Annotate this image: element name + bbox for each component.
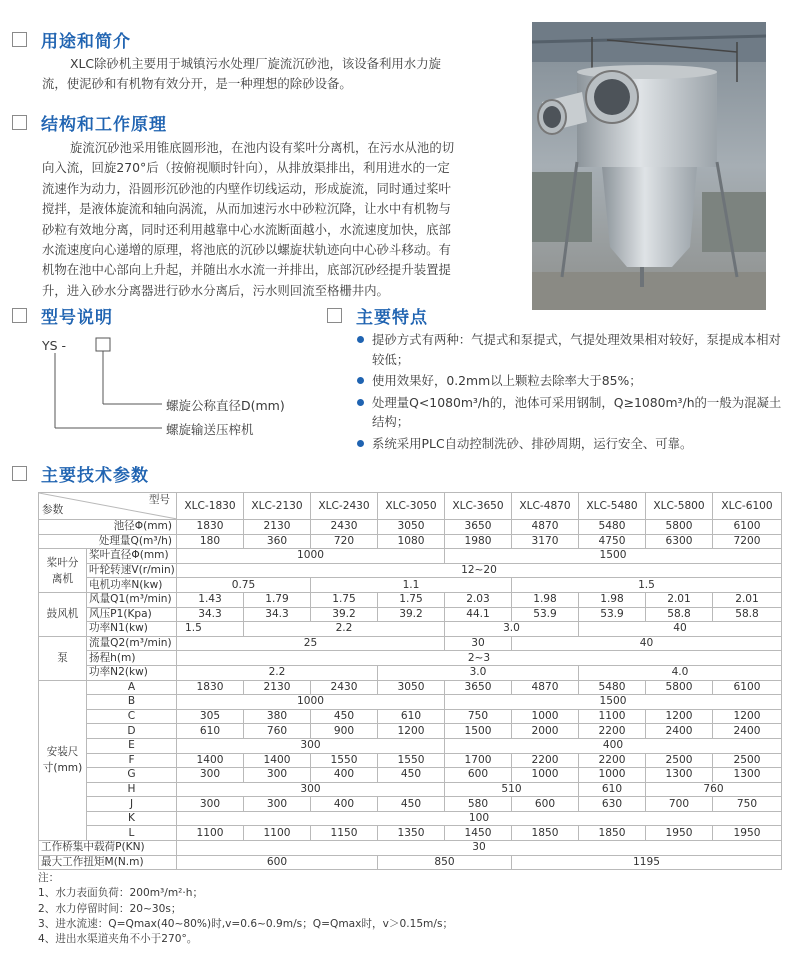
table-cell: 2500 [713,753,782,768]
table-cell: 1200 [646,709,713,724]
table-cell: 40 [512,636,782,651]
table-cell: 1400 [244,753,311,768]
table-cell: 600 [445,768,512,783]
table-cell: 7200 [713,534,782,549]
table-cell: 40 [579,622,782,637]
table-cell: 1100 [177,826,244,841]
table-cell: 1.5 [177,622,244,637]
feature-item [357,434,785,454]
table-cell: 34.3 [244,607,311,622]
table-cell: 300 [177,738,445,753]
group-label-blower: 鼓风机 [39,592,87,636]
table-row [39,665,782,680]
dim-label: B [87,695,177,710]
section-title-features [327,303,428,328]
table-cell: 6300 [646,534,713,549]
text-line: 搅拌，是液体旋流和轴向涡流，从而加速污水中砂粒沉降，让水中有机物与 [42,201,451,217]
table-cell: 30 [445,636,512,651]
table-cell: 1.98 [512,592,579,607]
table-cell: 3.0 [445,622,579,637]
checkbox-square-icon [12,466,27,481]
table-cell: 25 [177,636,445,651]
table-cell: 450 [378,768,445,783]
table-row [39,811,782,826]
model-header: XLC-2130 [244,493,311,520]
table-cell: 300 [177,782,445,797]
table-cell: 3650 [445,520,512,535]
table-cell: 叶轮转速V(r/min) [87,563,177,578]
table-cell: 1500 [445,695,782,710]
table-cell: 1830 [177,680,244,695]
table-cell: 58.8 [646,607,713,622]
table-cell: 34.3 [177,607,244,622]
table-cell: 39.2 [311,607,378,622]
table-cell: 1.75 [378,592,445,607]
table-cell: 1950 [713,826,782,841]
note-item: 4、进出水渠道夹角不小于270°。 [38,933,198,946]
model-code-prefix: YS - [42,338,67,353]
table-cell: 1000 [512,768,579,783]
section-title-usage [12,27,131,52]
text-line: 参数 [42,504,64,516]
table-cell: 4750 [579,534,646,549]
table-cell: 6100 [713,520,782,535]
table-cell: 610 [579,782,646,797]
table-cell: 610 [378,709,445,724]
table-cell: 2200 [512,753,579,768]
table-cell: 1080 [378,534,445,549]
model-code-diagram [42,332,342,442]
table-cell: 610 [177,724,244,739]
table-row [39,695,782,710]
table-cell: 30 [177,841,782,856]
bullet-dot-icon [357,377,364,384]
bullet-dot-icon [357,336,364,343]
table-cell: 功率N2(kw) [87,665,177,680]
text-line: 处理量Q<1080m³/h的，池体可采用钢制，Q≥1080m³/h的一般为混凝土结构； [372,394,782,430]
table-row [39,520,782,535]
table-cell: 池径Φ(mm) [39,520,177,535]
table-cell: 580 [445,797,512,812]
table-cell: 1000 [512,709,579,724]
table-row [39,841,782,856]
table-cell: 600 [512,797,579,812]
principle-paragraph [42,138,502,301]
table-cell: 750 [713,797,782,812]
product-photo [532,22,766,310]
table-cell: 700 [646,797,713,812]
table-cell: 510 [445,782,579,797]
table-cell: 300 [177,797,244,812]
table-cell: 2.2 [177,665,378,680]
text-line: 主要技术参数 [41,466,149,486]
dim-label: G [87,768,177,783]
table-cell: 2.01 [713,592,782,607]
table-cell: 风量Q1(m³/min) [87,592,177,607]
table-cell: 2.2 [244,622,445,637]
table-cell: 630 [579,797,646,812]
table-cell: 1.75 [311,592,378,607]
table-cell: 360 [244,534,311,549]
group-label-impeller: 桨叶分离机 [39,549,87,593]
section-title-model [12,303,113,328]
checkbox-square-icon [12,32,27,47]
table-cell: 1.98 [579,592,646,607]
table-cell: 1100 [244,826,311,841]
model-header: XLC-3650 [445,493,512,520]
table-row [39,592,782,607]
group-label-install: 安装尺寸(mm) [39,680,87,841]
table-cell: 6100 [713,680,782,695]
bullet-dot-icon [357,440,364,447]
table-cell: 180 [177,534,244,549]
table-cell: 300 [244,768,311,783]
table-cell: 53.9 [579,607,646,622]
table-cell: 760 [646,782,782,797]
table-cell: 1000 [177,695,445,710]
model-header: XLC-2430 [311,493,378,520]
table-cell: 桨叶直径Φ(mm) [87,549,177,564]
table-row [39,534,782,549]
table-cell: 功率N1(kw) [87,622,177,637]
table-row [39,738,782,753]
table-cell: 1.1 [311,578,512,593]
table-cell: 1.79 [244,592,311,607]
note-item: 3、进水流速：Q=Qmax(40~80%)时,v=0.6~0.9m/s；Q=Qmax时，v＞0.15m/s； [38,917,454,930]
text-line: 向入流，回旋270°后（按俯视顺时针向），从排放渠排出，利用进水的一定 [42,160,450,176]
table-cell: 5800 [646,680,713,695]
table-cell: 0.75 [177,578,311,593]
text-line: 升，进入砂水分离器进行砂水分离后，污水则回流至格栅井内。 [42,282,389,298]
table-cell: 扬程h(m) [87,651,177,666]
table-row [39,826,782,841]
table-cell: 5800 [646,520,713,535]
model-header: XLC-1830 [177,493,244,520]
table-cell: 100 [177,811,782,826]
dim-label: L [87,826,177,841]
model-header: XLC-5480 [579,493,646,520]
table-cell: 2430 [311,680,378,695]
table-cell: 760 [244,724,311,739]
table-cell: 风压P1(Kpa) [87,607,177,622]
table-cell: 1550 [378,753,445,768]
notes-block [38,871,453,947]
text-line: 旋流沉砂池采用锥底圆形池，在池内设有桨叶分离机，在污水从池的切 [70,140,455,155]
table-cell: 4870 [512,680,579,695]
table-row [39,607,782,622]
text-line: 用途和简介 [41,32,131,52]
table-cell: 2~3 [177,651,782,666]
dim-label: K [87,811,177,826]
table-cell: 5480 [579,680,646,695]
table-cell: 450 [378,797,445,812]
dim-label: A [87,680,177,695]
table-cell: 400 [311,768,378,783]
table-row [39,549,782,564]
dim-label: E [87,738,177,753]
table-cell: 1830 [177,520,244,535]
table-cell: 1000 [579,768,646,783]
table-cell: 电机功率N(kw) [87,578,177,593]
table-cell: 4870 [512,520,579,535]
table-cell: 850 [378,855,512,870]
text-line: 主要特点 [356,308,428,328]
text-line: 型号说明 [41,308,113,328]
model-header: XLC-5800 [646,493,713,520]
table-row [39,680,782,695]
note-item: 2、水力停留时间：20~30s； [38,902,182,915]
table-cell: 1850 [512,826,579,841]
table-cell: 1500 [445,549,782,564]
table-cell: 1150 [311,826,378,841]
table-cell: 12~20 [177,563,782,578]
table-cell: 1300 [713,768,782,783]
text-line: 机物在池中心部向上升起，并随出水水流一并排出，底部沉砂经提升装置提 [42,262,451,278]
text-line: 水流速度向心递增的原理，将池底的沉砂以螺旋状轨迹向中心砂斗移动。有 [42,242,451,258]
table-header-row [39,493,782,520]
note-item: 1、水力表面负荷：200m³/m²·h； [38,887,204,900]
feature-item [357,371,785,391]
text-line: 使用效果好，0.2mm以上颗粒去除率大于85%； [372,373,642,389]
table-cell: 1500 [445,724,512,739]
table-cell: 3.0 [378,665,579,680]
table-cell: 4.0 [579,665,782,680]
table-cell: 2.03 [445,592,512,607]
table-cell: 3650 [445,680,512,695]
table-cell: 最大工作扭矩M(N.m) [39,855,177,870]
text-line: 砂粒有效地分离，同时还利用越靠中心水流断面越小，水流速度加快，底部 [42,221,451,237]
table-cell: 1450 [445,826,512,841]
table-cell: 300 [244,797,311,812]
model-header: XLC-6100 [713,493,782,520]
model-label-press: 螺旋输送压榨机 [166,422,254,437]
table-row [39,782,782,797]
table-row [39,753,782,768]
table-cell: 300 [177,768,244,783]
table-cell: 400 [445,738,782,753]
text-line: XLC除砂机主要用于城镇污水处理厂旋流沉砂池，该设备利用水力旋 [70,56,441,71]
dim-label: F [87,753,177,768]
bullet-dot-icon [357,399,364,406]
dim-label: D [87,724,177,739]
table-cell: 58.8 [713,607,782,622]
table-cell: 2000 [512,724,579,739]
model-header: XLC-4870 [512,493,579,520]
text-line: 型号 [148,494,170,506]
table-cell: 400 [311,797,378,812]
table-cell: 900 [311,724,378,739]
group-label-pump: 泵 [39,636,87,680]
table-cell: 1550 [311,753,378,768]
table-cell: 53.9 [512,607,579,622]
dim-label: C [87,709,177,724]
table-corner-cell [39,493,177,520]
table-cell: 305 [177,709,244,724]
table-cell: 1350 [378,826,445,841]
table-cell: 1195 [512,855,782,870]
table-cell: 1000 [177,549,445,564]
table-cell: 2130 [244,520,311,535]
table-cell: 3050 [378,520,445,535]
table-cell: 1400 [177,753,244,768]
table-cell: 39.2 [378,607,445,622]
table-cell: 380 [244,709,311,724]
table-cell: 流量Q2(m³/min) [87,636,177,651]
model-header: XLC-3050 [378,493,445,520]
text-line: 结构和工作原理 [41,115,167,135]
dim-label: H [87,782,177,797]
model-label-diameter: 螺旋公称直径D(mm) [166,398,285,413]
table-cell: 2200 [579,724,646,739]
table-cell: 1700 [445,753,512,768]
table-cell: 750 [445,709,512,724]
table-cell: 1300 [646,768,713,783]
table-cell: 1100 [579,709,646,724]
table-cell: 600 [177,855,378,870]
checkbox-square-icon [12,115,27,130]
table-row [39,636,782,651]
table-cell: 处理量Q(m³/h) [39,534,177,549]
table-cell: 1200 [713,709,782,724]
table-row [39,724,782,739]
spec-table [38,492,782,870]
table-row [39,709,782,724]
table-cell: 1950 [646,826,713,841]
notes-title: 注： [38,872,60,884]
table-row [39,768,782,783]
section-title-specs [12,461,149,486]
table-cell: 2430 [311,520,378,535]
text-line: 提砂方式有两种：气提式和泵提式，气提处理效果相对较好，泵提成本相对较低； [372,332,781,367]
checkbox-square-icon [327,308,342,323]
table-cell: 450 [311,709,378,724]
text-line: 流速作为动力，沿圆形沉砂池的内壁作切线运动，形成旋流，同时通过桨叶 [42,180,451,196]
table-cell: 1.5 [512,578,782,593]
feature-list [357,330,785,456]
table-cell: 工作桥集中载荷P(KN) [39,841,177,856]
table-cell: 44.1 [445,607,512,622]
table-row [39,563,782,578]
table-cell: 2400 [713,724,782,739]
table-cell: 1200 [378,724,445,739]
section-title-principle [12,110,167,135]
table-cell: 5480 [579,520,646,535]
table-cell: 1.43 [177,592,244,607]
table-cell: 2500 [646,753,713,768]
text-line: 流，使泥砂和有机物有效分开，是一种理想的除砂设备。 [42,76,352,92]
table-cell: 3050 [378,680,445,695]
table-row [39,622,782,637]
table-cell: 2130 [244,680,311,695]
table-cell: 2200 [579,753,646,768]
table-cell: 2400 [646,724,713,739]
intro-paragraph [42,54,492,95]
table-row [39,797,782,812]
table-row [39,855,782,870]
table-row [39,651,782,666]
checkbox-square-icon [12,308,27,323]
feature-item [357,330,785,369]
table-row [39,578,782,593]
text-line: 系统采用PLC自动控制洗砂、排砂周期，运行安全、可靠。 [372,435,693,451]
table-cell: 2.01 [646,592,713,607]
table-cell: 1850 [579,826,646,841]
table-cell: 3170 [512,534,579,549]
table-cell: 1980 [445,534,512,549]
table-cell: 720 [311,534,378,549]
dim-label: J [87,797,177,812]
feature-item [357,393,785,432]
